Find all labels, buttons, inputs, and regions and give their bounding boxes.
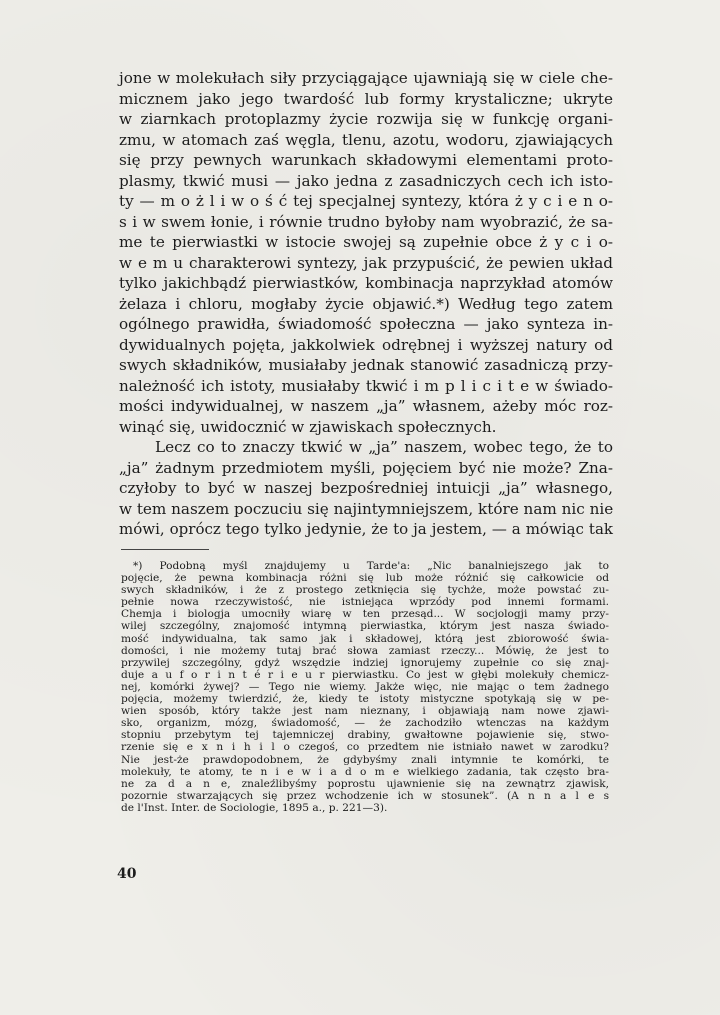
text-line: w ziarnkach protoplazmy życie rozwija się w funkcję organi- bbox=[119, 110, 613, 128]
text-line: w tem naszem poczuciu się najintymniejszem, które nam nic nie bbox=[119, 499, 614, 518]
footnote-line: przywilej szczególny, gdyż wszędzie indziej ignorujemy zupełnie co się znaj- bbox=[121, 656, 609, 669]
footnote-line: swych składników, i że z prostego zetknięcia się tychże, może powstać zu- bbox=[121, 584, 609, 597]
text-line: czyłoby to być w naszej bezpośredniej intuicji „ja” własnego, bbox=[119, 479, 613, 497]
footnote-line: rzenie się e x n i h i l o czegoś, co przedtem nie istniało nawet w zarodku? bbox=[121, 741, 609, 754]
text-line: się przy pewnych warunkach składowymi elementami proto- bbox=[119, 151, 613, 169]
footnote-line: Chemja i biologja umocniły wiarę w ten przesąd... W socjologji mamy przy- bbox=[121, 608, 609, 621]
text-line: s i w swem łonie, i równie trudno byłoby nam wyobrazić, że sa- bbox=[119, 212, 613, 231]
footnote-line: Nie jest-że prawdopodobnem, że gdybyśmy znali intymnie te komórki, te bbox=[121, 753, 609, 766]
text-line: winąć się, uwidocznić w zjawiskach społecznych. bbox=[119, 417, 497, 436]
text-line: swych składników, musiałaby jednak stanowić zasadniczą przy- bbox=[119, 356, 613, 374]
text-line: Lecz co to znaczy tkwić w „ja” naszem, wobec tego, że to bbox=[155, 438, 613, 456]
footnote-line: wien sposób, który także jest nam nieznany, i objawiają nam nowe zjawi- bbox=[121, 705, 609, 718]
text-line: me te pierwiastki w istocie swojej są zupełnie obce ż y c i o- bbox=[119, 233, 613, 251]
page-number: 40 bbox=[117, 866, 137, 882]
footnote-line: pojęcie, że pewna kombinacja różni się lub może różnić się całkowicie od bbox=[121, 572, 609, 585]
footnote-line: domości, i nie możemy tutaj brać słowa zamiast rzeczy... Mówię, że jest to bbox=[121, 644, 609, 657]
text-line: micznem jako jego twardość lub formy krystaliczne; ukryte bbox=[119, 89, 613, 108]
footnote-line: pozornie stwarzających się przez wchodzenie ich w stosunek”. (A n n a l e s bbox=[121, 789, 609, 802]
text-line: mości indywidualnej, w naszem „ja” własnem, ażeby móc roz- bbox=[119, 397, 613, 415]
text-line: plasmy, tkwić musi — jako jedna z zasadniczych cech ich isto- bbox=[119, 171, 613, 190]
footnote bbox=[121, 560, 609, 814]
footnote-line: ne za d a n e, znaleźlibyśmy poprostu ujawnienie się na zewnątrz zjawisk, bbox=[121, 777, 609, 790]
text-line: tylko jakichbądź pierwiastków, kombinacja naprzykład atomów bbox=[119, 274, 613, 292]
footnote-separator bbox=[121, 549, 209, 550]
text-line: ogólnego prawidła, świadomość społeczna — jako synteza in- bbox=[119, 315, 613, 333]
footnote-line: pełnie nowa rzeczywistość, nie istniejąca wprzódy pod innemi formami. bbox=[121, 596, 609, 609]
main-text bbox=[119, 68, 613, 540]
text-line: żelaza i chloru, mogłaby życie objawić.*) Według tego zatem bbox=[119, 294, 613, 313]
footnote-line: stopniu przebytym tej tajemniczej drabiny, gwałtowne pojawienie się, stwo- bbox=[121, 729, 609, 742]
text-line: w e m u charakterowi syntezy, jak przypuścić, że pewien układ bbox=[119, 253, 613, 272]
footnote-line: pojęcia, możemy twierdzić, że, kiedy te istoty mistyczne spotykają się w pe- bbox=[121, 693, 609, 706]
footnote-line: wilej szczególny, znajomość intymną pierwiastka, którym jest nasza świado- bbox=[121, 620, 609, 633]
text-line: należność ich istoty, musiałaby tkwić i m p l i c i t e w świado- bbox=[119, 376, 613, 395]
footnote-line: molekuły, te atomy, te n i e w i a d o m e wielkiego zadania, tak często bra- bbox=[121, 765, 609, 778]
text-line: ty — m o ż l i w o ś ć tej specjalnej syntezy, która ż y c i e n o- bbox=[119, 192, 613, 210]
text-line: mówi, oprócz tego tylko jedynie, że to ja jestem, — a mówiąc tak bbox=[119, 520, 613, 538]
footnote-line: *) Podobną myśl znajdujemy u Tarde'a: „Nic banalniejszego jak to bbox=[133, 560, 609, 572]
footnote-line: duje a u f o r i n t é r i e u r pierwiastku. Co jest w głębi molekuły chemicz- bbox=[121, 668, 609, 681]
footnote-line: mość indywidualna, tak samo jak i składowej, którą jest zbiorowość świa- bbox=[121, 632, 609, 645]
footnote-line: nej, komórki żywej? — Tego nie wiemy. Jakże więc, nie mając o tem żadnego bbox=[121, 680, 609, 693]
footnote-line: sko, organizm, mózg, świadomość, — że zachodziło wtenczas na każdym bbox=[121, 717, 609, 730]
text-line: „ja” żadnym przedmiotem myśli, pojęciem być nie może? Zna- bbox=[119, 458, 613, 477]
text-line: jone w molekułach siły przyciągające ujawniają się w ciele che- bbox=[119, 69, 613, 87]
text-line: zmu, w atomach zaś węgla, tlenu, azotu, wodoru, zjawiających bbox=[119, 130, 613, 149]
footnote-line: de l'Inst. Inter. de Sociologie, 1895 a., p. 221—3). bbox=[121, 801, 388, 814]
text-line: dywidualnych pojęta, jakkolwiek odrębnej i wyższej natury od bbox=[119, 335, 613, 354]
